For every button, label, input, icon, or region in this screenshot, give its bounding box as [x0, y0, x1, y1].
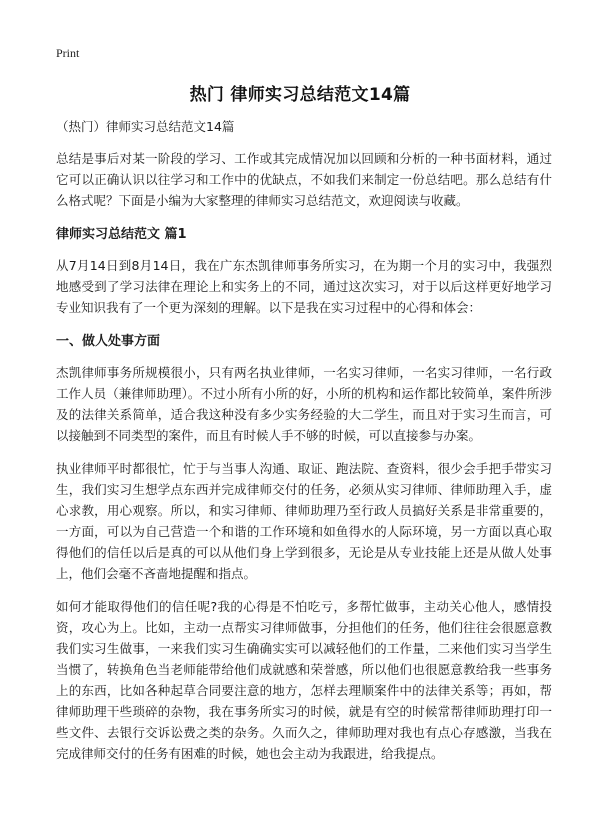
- print-label: Print: [56, 46, 80, 60]
- section-paragraph: 从7月14日到8月14日，我在广东杰凯律师事务所实习，在为期一个月的实习中，我强烈地感受到了学习法律在理论上和实务上的不同，通过这次实习，对于以后这样更好地学习专业知识我有了一个更为深刻的理解。以下是我在实习过程中的心得和体会：: [56, 258, 552, 315]
- body-paragraph-1: 杰凯律师事务所规模很小，只有两名执业律师，一名实习律师，一名实习律师，一名行政工作人员（兼律师助理）。不过小所有小所的好，小所的机构和运作都比较简单，案件所涉及的法律关系简单，适合我这种没有多少实务经验的大二学生，而且对于实习生而言，可以接触到不同类型的案件，而且有时候人手不够的时候，可以直接参与办案。: [56, 365, 552, 443]
- body-paragraph-3: 如何才能取得他们的信任呢?我的心得是不怕吃亏，多帮忙做事，主动关心他人，感情投资，攻心为上。比如，主动一点帮实习律师做事，分担他们的任务，他们往往会很愿意教我们实习生做事，一来我们实习生确确实实可以减轻他们的工作量，二来他们实习当学生当惯了，转换角色当老师能带给他们成就感和荣誉感，所以他们也很愿意教给我一些事务上的东西，比如各种起草合同要注意的地方，怎样去理顺案件中的法律关系等；再如，帮律师助理干些琐碎的杂物，我在事务所实习的时候，就是有空的时候常帮律师助理打印一些文件、去银行交诉讼费之类的杂务。久而久之，律师助理对我也有点心存感激，当我在完成律师交付的任务有困难的时候，她也会主动为我跟进，给我提点。: [56, 599, 552, 761]
- document-subtitle: （热门）律师实习总结范文14篇: [56, 119, 235, 134]
- section-heading: 律师实习总结范文 篇1: [56, 227, 187, 242]
- subsection-heading: 一、做人处事方面: [56, 334, 161, 349]
- body-paragraph-2: 执业律师平时都很忙，忙于与当事人沟通、取证、跑法院、查资料，很少会手把手带实习生，我们实习生想学点东西并完成律师交付的任务，必须从实习律师、律师助理入手，虚心求教，用心观察。所以，和实习律师、律师助理乃至行政人员搞好关系是非常重要的，一方面，可以为自己营造一个和谐的工作环境和如鱼得水的人际环境，另一方面以真心取得他们的信任以后是真的可以从他们身上学到很多，无论是从专业技能上还是从做人处事上，他们会毫不吝啬地提醒和指点。: [56, 461, 552, 581]
- document-body: [56, 116, 552, 776]
- intro-paragraph: 总结是事后对某一阶段的学习、工作或其完成情况加以回顾和分析的一种书面材料，通过它可以正确认识以往学习和工作中的优缺点，不如我们来制定一份总结吧。那么总结有什么格式呢？下面是小编为大家整理的律师实习总结范文，欢迎阅读与收藏。: [56, 151, 552, 208]
- page-title: 热门 律师实习总结范文14篇: [189, 85, 411, 105]
